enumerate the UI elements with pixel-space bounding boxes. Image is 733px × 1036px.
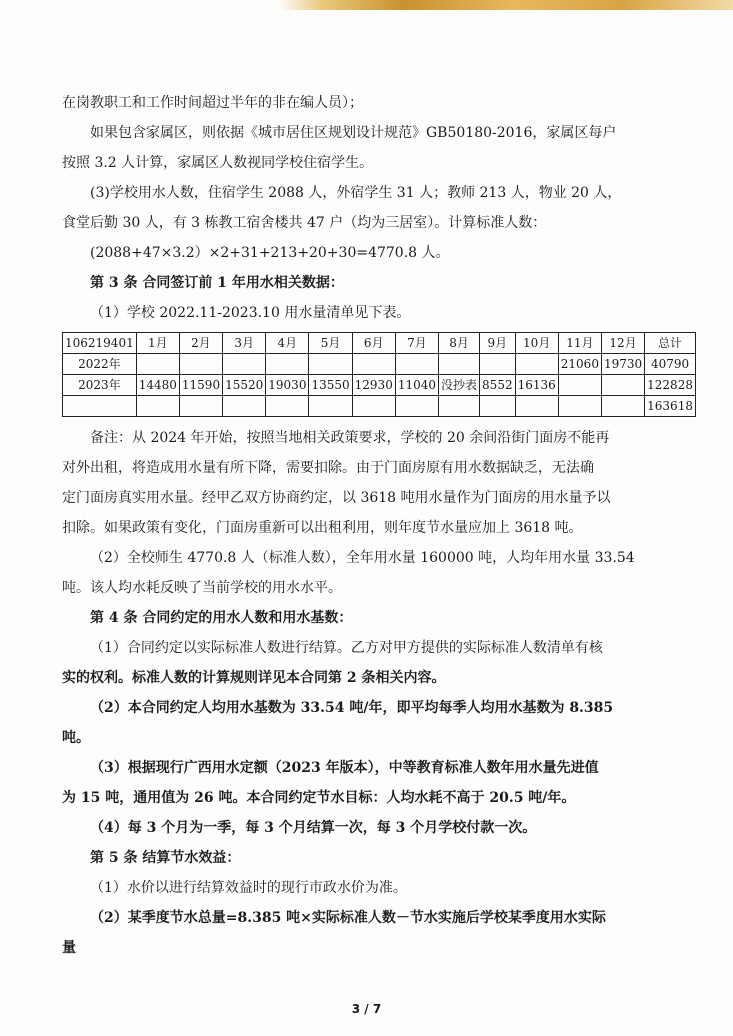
table-cell: 总计 (645, 333, 696, 354)
text-line: (3)学校用水人数，住宿学生 2088 人，外宿学生 31 人；教师 213 人，物业 20 人， (90, 185, 622, 201)
table-cell (558, 396, 601, 417)
table-cell: 19730 (601, 354, 644, 375)
text-line: （1）合同约定以实际标准人数进行结算。乙方对甲方提供的实际标准人数清单有核 (90, 640, 603, 656)
formula-line: (2088+47×3.2）×2+31+213+20+30=4770.8 人。 (90, 245, 450, 261)
table-cell: 12930 (352, 375, 395, 396)
table-cell (136, 354, 179, 375)
text-line: （4）每 3 个月为一季，每 3 个月结算一次，每 3 个月学校付款一次。 (90, 820, 537, 836)
table-cell: 14480 (136, 375, 179, 396)
table-cell: 8552 (480, 375, 516, 396)
text-line: 量 (62, 940, 76, 956)
table-cell: 4月 (266, 333, 309, 354)
table-row (63, 396, 696, 417)
page-number: 3 / 7 (351, 1002, 382, 1016)
text-line: 为 15 吨，通用值为 26 吨。本合同约定节水目标：人均水耗不高于 20.5 吨/年。 (62, 790, 576, 806)
table-cell: 163618 (645, 396, 696, 417)
text-line: 按照 3.2 人计算，家属区人数视同学校住宿学生。 (62, 155, 374, 171)
table-cell (266, 354, 309, 375)
table-cell: 40790 (645, 354, 696, 375)
text-line: （3）根据现行广西用水定额（2023 年版本），中等教育标准人数年用水量先进值 (90, 760, 599, 776)
table-cell: 19030 (266, 375, 309, 396)
table-cell: 11040 (395, 375, 438, 396)
note-line: 扣除。如果政策有变化，门面房重新可以出租利用，则年度节水量应加上 3618 吨。 (62, 520, 583, 536)
note-line: 定门面房真实用水量。经甲乙双方协商约定，以 3618 吨用水量作为门面房的用水量予以 (62, 490, 611, 506)
table-cell: 10月 (515, 333, 558, 354)
table-cell: 9月 (480, 333, 516, 354)
table-cell: 7月 (395, 333, 438, 354)
table-cell: 16136 (515, 375, 558, 396)
table-cell: 8月 (439, 333, 480, 354)
text-line: （1）水价以进行结算效益时的现行市政水价为准。 (90, 880, 407, 896)
table-cell: 3月 (223, 333, 266, 354)
table-cell (352, 354, 395, 375)
table-cell (136, 396, 179, 417)
table-cell: 2月 (179, 333, 222, 354)
table-cell: 21060 (558, 354, 601, 375)
table-cell (266, 396, 309, 417)
table-cell: 5月 (309, 333, 352, 354)
table-header-row (63, 333, 696, 354)
table-cell: 2022年 (63, 354, 137, 375)
top-edge-strip (0, 0, 733, 10)
table-cell: 106219401 (63, 333, 137, 354)
table-cell: 122828 (645, 375, 696, 396)
text-line: （2）本合同约定人均用水基数为 33.54 吨/年，即平均每季人均用水基数为 8.385 (90, 700, 614, 716)
table-cell (309, 396, 352, 417)
article-heading-5: 第 5 条 结算节水效益： (90, 850, 241, 866)
text-line: 在岗教职工和工作时间超过半年的非在编人员）； (62, 95, 363, 111)
text-line: 如果包含家属区，则依据《城市居住区规划设计规范》GB50180-2016，家属区每户 (90, 125, 617, 141)
table-cell (601, 375, 644, 396)
document-body (62, 88, 693, 963)
text-line: （2）全校师生 4770.8 人（标准人数），全年用水量 160000 吨，人均年用水量 33.54 (90, 550, 635, 566)
text-line: 吨。 (62, 730, 90, 746)
table-cell (223, 354, 266, 375)
table-cell (439, 396, 480, 417)
article-heading-3: 第 3 条 合同签订前 1 年用水相关数据： (90, 275, 344, 291)
table-cell: 1月 (136, 333, 179, 354)
text-line: （1）学校 2022.11-2023.10 用水量清单见下表。 (90, 305, 411, 321)
table-cell (63, 396, 137, 417)
table-cell: 没抄表 (439, 375, 480, 396)
table-cell: 11590 (179, 375, 222, 396)
water-usage-table (62, 332, 696, 417)
table-cell (179, 396, 222, 417)
table-cell: 15520 (223, 375, 266, 396)
table-cell (179, 354, 222, 375)
table-cell (439, 354, 480, 375)
table-cell: 12月 (601, 333, 644, 354)
table-cell (515, 354, 558, 375)
table-row (63, 375, 696, 396)
table-cell: 11月 (558, 333, 601, 354)
table-cell (223, 396, 266, 417)
text-line: （2）某季度节水总量=8.385 吨×实际标准人数－节水实施后学校某季度用水实际 (90, 910, 606, 926)
table-cell (309, 354, 352, 375)
table-cell: 13550 (309, 375, 352, 396)
table-cell (480, 396, 516, 417)
text-line: 实的权利。标准人数的计算规则详见本合同第 2 条相关内容。 (62, 670, 446, 686)
table-cell (352, 396, 395, 417)
text-line: 吨。该人均水耗反映了当前学校的用水水平。 (62, 580, 342, 596)
table-cell: 6月 (352, 333, 395, 354)
note-line: 备注：从 2024 年开始，按照当地相关政策要求，学校的 20 余间沿街门面房不能再 (90, 430, 610, 446)
text-line: 食堂后勤 30 人，有 3 栋教工宿舍楼共 47 户（均为三居室）。计算标准人数： (62, 215, 547, 231)
table-cell (395, 396, 438, 417)
table-cell (515, 396, 558, 417)
table-cell (395, 354, 438, 375)
table-cell (601, 396, 644, 417)
table-row (63, 354, 696, 375)
article-heading-4: 第 4 条 合同约定的用水人数和用水基数： (90, 610, 353, 626)
table-cell (558, 375, 601, 396)
table-cell (480, 354, 516, 375)
table-cell: 2023年 (63, 375, 137, 396)
note-line: 对外出租，将造成用水量有所下降，需要扣除。由于门面房原有用水数据缺乏，无法确 (62, 460, 594, 476)
